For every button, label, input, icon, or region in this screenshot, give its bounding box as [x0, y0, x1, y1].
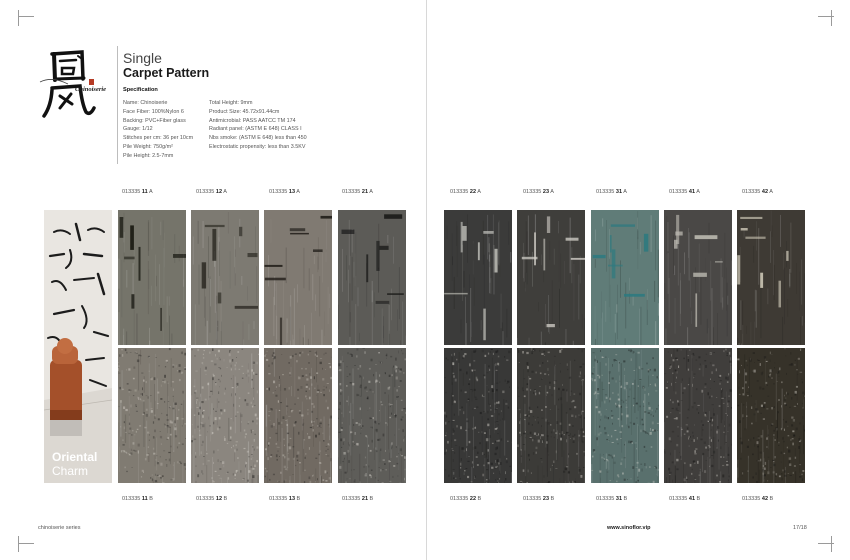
chinese-calligraphy-logo-icon: [38, 46, 108, 120]
carpet-swatch-b: [264, 348, 332, 483]
swatch-label-bottom: 013335 41 B: [669, 496, 701, 502]
crop-mark: [831, 536, 832, 552]
carpet-swatch-b: [664, 348, 732, 483]
footer-website-link[interactable]: www.sinoflor.vip: [607, 525, 651, 531]
crop-mark: [18, 10, 19, 26]
specification-right-column: [209, 99, 307, 152]
carpet-swatch-a: [664, 210, 732, 345]
specification-left-column: [123, 99, 193, 160]
swatch-label-bottom: 013335 12 B: [196, 496, 228, 502]
swatch-label-top: 013335 21 A: [342, 189, 373, 195]
page-spine: [426, 0, 427, 560]
carpet-swatch-b: [338, 348, 406, 483]
swatch-label-bottom: 013335 31 B: [596, 496, 628, 502]
swatch-label-bottom: 013335 22 B: [450, 496, 482, 502]
carpet-swatch-b: [737, 348, 805, 483]
spec-item: Gauge: 1/12: [123, 126, 153, 133]
carpet-swatch-a: [444, 210, 512, 345]
swatch-label-top: 013335 11 A: [122, 189, 153, 195]
spec-item: Name: Chinoiserie: [123, 100, 168, 106]
spec-item: Radiant panel: (ASTM E 648) CLASS I: [209, 126, 302, 133]
crop-mark: [18, 16, 34, 17]
spec-item: Total Height: 9mm: [209, 100, 253, 106]
carpet-swatch-a: [737, 210, 805, 345]
carpet-swatch-a: [591, 210, 659, 345]
swatch-label-top: 013335 13 A: [269, 189, 300, 195]
carpet-swatch-a: [191, 210, 259, 345]
carpet-swatch-b: [191, 348, 259, 483]
crop-mark: [831, 10, 832, 26]
footer-series: chinoiserie series: [38, 525, 81, 531]
swatch-label-top: 013335 31 A: [596, 189, 627, 195]
carpet-swatch-a: [264, 210, 332, 345]
carpet-swatch-b: [444, 348, 512, 483]
page-title-line2: Carpet Pattern: [123, 66, 210, 80]
carpet-swatch-b: [591, 348, 659, 483]
title-divider: [117, 46, 118, 164]
swatch-label-top: 013335 42 A: [742, 189, 773, 195]
crop-mark: [18, 543, 34, 544]
swatch-label-bottom: 013335 21 B: [342, 496, 374, 502]
spec-item: Nbs smoke: (ASTM E 648) less than 450: [209, 135, 307, 141]
photo-caption-charm: Charm: [52, 464, 89, 478]
photo-caption-oriental: Oriental: [52, 450, 98, 464]
swatch-label-top: 013335 41 A: [669, 189, 700, 195]
swatch-label-top: 013335 23 A: [523, 189, 554, 195]
carpet-swatch-a: [118, 210, 186, 345]
logo-subtitle: Chinoiserie: [75, 86, 107, 93]
swatch-label-bottom: 013335 42 B: [742, 496, 774, 502]
carpet-swatch-b: [118, 348, 186, 483]
footer-page-number: 17/18: [793, 525, 807, 531]
carpet-swatch-a: [517, 210, 585, 345]
crop-mark: [18, 536, 19, 552]
swatch-label-bottom: 013335 13 B: [269, 496, 301, 502]
spec-item: Backing: PVC+Fiber glass: [123, 117, 186, 124]
spec-item: Electrostatic propensity: less than 3.5KV: [209, 143, 306, 150]
spec-item: Face Fiber: 100%Nylon 6: [123, 108, 184, 115]
swatch-label-bottom: 013335 11 B: [122, 496, 153, 502]
specification-heading: Specification: [123, 87, 158, 93]
spec-item: Product Size: 45.72x91.44cm: [209, 108, 280, 115]
swatch-label-top: 013335 12 A: [196, 189, 227, 195]
spec-item: Pile Height: 2.5-7mm: [123, 152, 174, 159]
swatch-label-bottom: 013335 23 B: [523, 496, 555, 502]
carpet-swatch-a: [338, 210, 406, 345]
spec-item: Antimicrobial: PASS AATCC TM 174: [209, 117, 296, 124]
calligraphy-seal-photo: [44, 210, 112, 483]
carpet-swatch-b: [517, 348, 585, 483]
spec-item: Pile Weight: 750g/m²: [123, 143, 173, 150]
spec-item: Stitches per cm: 36 per 10cm: [123, 135, 194, 141]
page-title-line1: Single: [123, 50, 162, 66]
swatch-label-top: 013335 22 A: [450, 189, 481, 195]
